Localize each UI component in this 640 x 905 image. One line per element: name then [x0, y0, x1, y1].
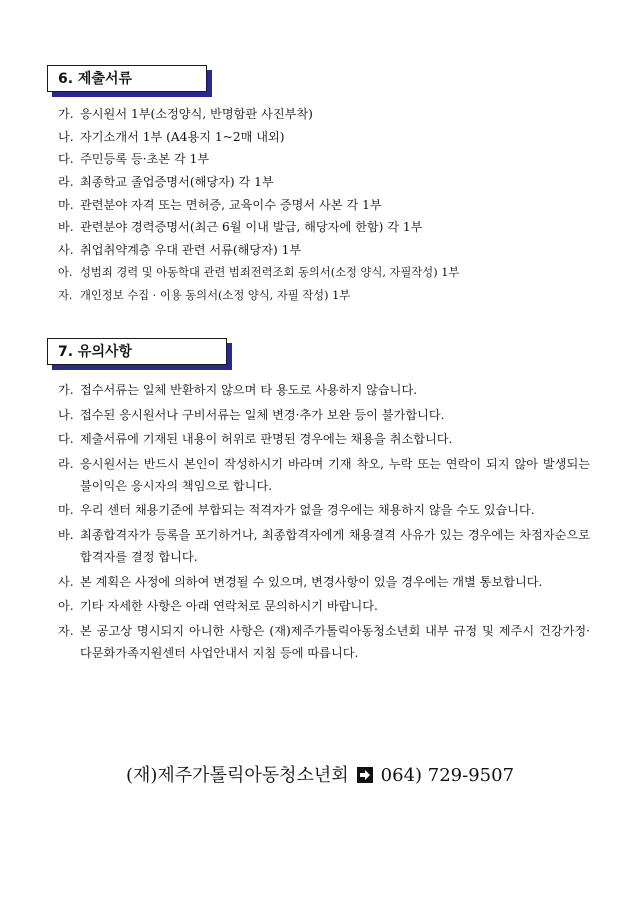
item-marker: 마.: [58, 197, 74, 212]
item-text: 본 계획은 사정에 의하여 변경될 수 있으며, 변경사항이 있을 경우에는 개별 통보합니다.: [80, 574, 543, 589]
list-item: [58, 453, 590, 497]
item-marker: 사.: [58, 574, 74, 589]
list-item: [58, 195, 590, 218]
section-6-list: [58, 104, 590, 308]
item-marker: 라.: [58, 175, 74, 190]
list-item: [58, 149, 590, 172]
contact-footer: [0, 762, 640, 790]
item-marker: 가.: [58, 383, 74, 397]
list-item: [58, 286, 590, 309]
section-6-title: 6. 제출서류: [47, 65, 207, 92]
item-text: 최종학교 졸업증명서(해당자) 각 1부: [80, 175, 274, 190]
item-marker: 자.: [58, 288, 73, 302]
item-marker: 다.: [58, 432, 74, 447]
section-7-list: [58, 379, 590, 666]
item-marker: 바.: [58, 220, 74, 235]
item-text: 응시원서 1부(소정양식, 반명함판 사진부착): [80, 107, 313, 121]
item-marker: 바.: [58, 527, 74, 542]
arrow-right-box-icon: [357, 767, 373, 783]
item-text: 성범죄 경력 및 아동학대 관련 범죄전력조회 동의서(소정 양식, 자필작성) 1부: [80, 265, 460, 279]
list-item: [58, 379, 590, 401]
item-marker: 아.: [58, 599, 74, 614]
list-item: [58, 172, 590, 195]
list-item: [58, 428, 590, 450]
list-item: [58, 127, 590, 150]
item-text: 응시원서는 반드시 본인이 작성하시기 바라며 기재 착오, 누락 또는 연락이 되지 않아 발생되는 불이익은 응시자의 책임으로 합니다.: [80, 456, 590, 493]
item-marker: 사.: [58, 243, 74, 258]
item-text: 취업취약계층 우대 관련 서류(해당자) 1부: [80, 243, 302, 258]
item-text: 우리 센터 채용기준에 부합되는 적격자가 없을 경우에는 채용하지 않을 수도 있습니다.: [80, 503, 535, 518]
list-item: [58, 217, 590, 240]
item-text: 관련분야 경력증명서(최근 6월 이내 발급, 해당자에 한함) 각 1부: [80, 220, 423, 235]
item-text: 주민등록 등·초본 각 1부: [80, 152, 210, 167]
item-marker: 나.: [58, 129, 74, 144]
item-text: 제출서류에 기재된 내용이 허위로 판명된 경우에는 채용을 취소합니다.: [80, 432, 453, 447]
item-text: 최종합격자가 등록을 포기하거나, 최종합격자에게 채용결격 사유가 있는 경우에는 차점자순으로 합격자를 결정 합니다.: [80, 527, 590, 564]
list-item: [58, 524, 590, 568]
list-item: [58, 104, 590, 127]
list-item: [58, 404, 590, 426]
phone-number: 064) 729-9507: [380, 765, 515, 786]
section-7-title: 7. 유의사항: [47, 338, 227, 365]
list-item: [58, 571, 590, 593]
organization-name: (재)제주가톨릭아동청소년회: [125, 765, 349, 786]
list-item: [58, 499, 590, 521]
item-marker: 마.: [58, 503, 74, 518]
item-marker: 자.: [58, 623, 74, 638]
list-item: [58, 595, 590, 617]
item-text: 접수된 응시원서나 구비서류는 일체 변경·추가 보완 등이 불가합니다.: [80, 407, 445, 422]
item-marker: 나.: [58, 407, 74, 422]
list-item: [58, 620, 590, 664]
item-text: 개인정보 수집 · 이용 동의서(소정 양식, 자필 작성) 1부: [80, 288, 351, 302]
item-text: 기타 자세한 사항은 아래 연락처로 문의하시기 바랍니다.: [80, 599, 378, 614]
list-item: [58, 240, 590, 263]
item-text: 관련분야 자격 또는 면허증, 교육이수 증명서 사본 각 1부: [80, 197, 382, 212]
item-text: 자기소개서 1부 (A4용지 1~2매 내외): [80, 129, 285, 144]
list-item: [58, 263, 590, 286]
item-marker: 아.: [58, 265, 73, 279]
item-marker: 다.: [58, 152, 74, 167]
item-text: 본 공고상 명시되지 아니한 사항은 (재)제주가톨릭아동청소년회 내부 규정 및 제주시 건강가정·다문화가족지원센터 사업안내서 지침 등에 따릅니다.: [80, 623, 590, 660]
item-marker: 라.: [58, 456, 74, 471]
item-marker: 가.: [58, 107, 74, 121]
item-text: 접수서류는 일체 반환하지 않으며 타 용도로 사용하지 않습니다.: [80, 383, 418, 397]
